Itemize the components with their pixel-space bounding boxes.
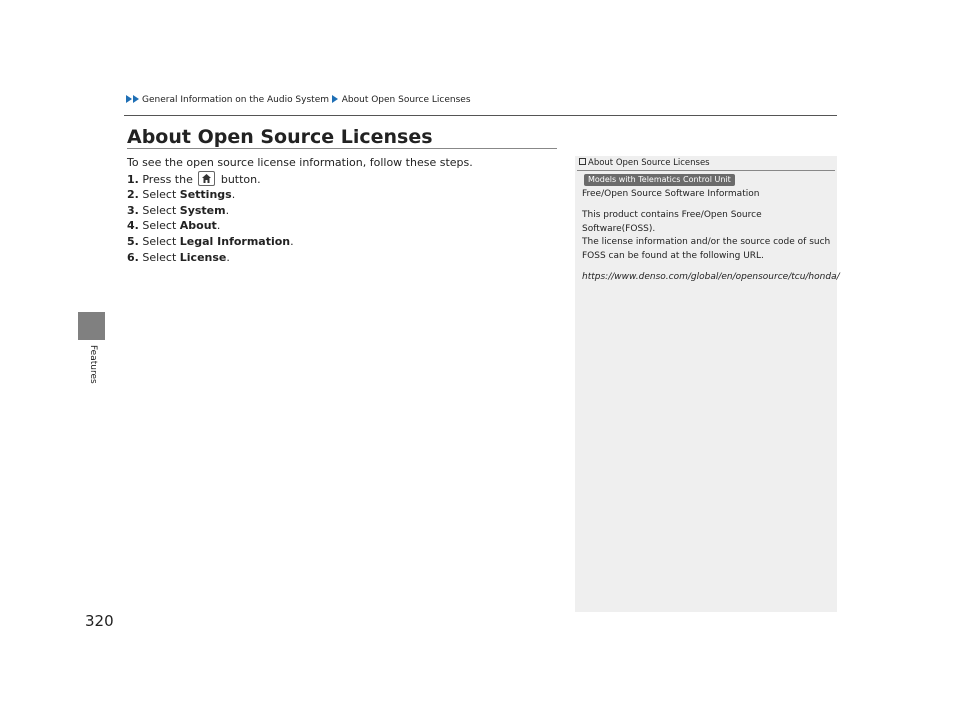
- step-number: 2.: [127, 188, 139, 202]
- step-prefix: Select: [142, 234, 177, 248]
- note-paragraph: This product contains Free/Open Source Software(FOSS).: [582, 210, 762, 234]
- step-prefix: Select: [142, 188, 177, 202]
- page-number: 320: [85, 612, 114, 630]
- step-target: Legal Information: [179, 234, 291, 248]
- instructions: [127, 155, 473, 265]
- step-item: [127, 187, 473, 203]
- step-prefix: Select: [142, 250, 177, 264]
- note-divider: [577, 170, 835, 171]
- note-header-text: About Open Source Licenses: [588, 158, 710, 168]
- arrow-right-icon: [126, 95, 132, 103]
- page-title: About Open Source Licenses: [127, 126, 433, 148]
- section-label: Features: [88, 345, 98, 384]
- home-icon: [198, 171, 215, 186]
- step-prefix: Select: [142, 219, 177, 233]
- step-number: 6.: [127, 250, 139, 264]
- model-badge: Models with Telematics Control Unit: [584, 174, 735, 186]
- section-tab: [78, 312, 105, 340]
- title-divider: [127, 148, 557, 149]
- step-end: .: [225, 203, 230, 217]
- step-number: 3.: [127, 203, 139, 217]
- note-heading: Free/Open Source Software Information: [582, 189, 760, 199]
- header-divider: [124, 115, 837, 116]
- note-body: [582, 188, 840, 292]
- breadcrumb-current: About Open Source Licenses: [341, 95, 471, 105]
- step-item: [127, 234, 473, 250]
- arrow-right-icon: [133, 95, 139, 103]
- step-item: [127, 203, 473, 219]
- step-target: About: [179, 219, 217, 233]
- note-url[interactable]: https://www.denso.com/global/en/opensource/tcu/honda/: [582, 272, 840, 283]
- step-item: [127, 250, 473, 266]
- step-number: 5.: [127, 234, 139, 248]
- step-suffix: button.: [220, 172, 261, 186]
- step-item: [127, 171, 473, 188]
- step-target: Settings: [179, 188, 232, 202]
- arrow-right-icon: [332, 95, 338, 103]
- step-end: .: [226, 250, 230, 264]
- step-target: License: [179, 250, 227, 264]
- step-target: System: [179, 203, 226, 217]
- intro-text: To see the open source license information, follow these steps.: [127, 156, 473, 169]
- note-header: [579, 158, 710, 168]
- step-number: 1.: [127, 172, 139, 186]
- breadcrumb-parent[interactable]: General Information on the Audio System: [142, 95, 329, 105]
- note-paragraph: The license information and/or the source code of such FOSS can be found at the following URL.: [582, 237, 831, 261]
- step-item: [127, 218, 473, 234]
- step-prefix: Select: [142, 203, 177, 217]
- step-end: .: [216, 219, 221, 233]
- step-end: .: [290, 234, 294, 248]
- step-prefix: Press the: [142, 172, 193, 186]
- step-end: .: [231, 188, 236, 202]
- note-square-icon: [579, 158, 586, 165]
- breadcrumb: [126, 95, 471, 105]
- step-number: 4.: [127, 219, 139, 233]
